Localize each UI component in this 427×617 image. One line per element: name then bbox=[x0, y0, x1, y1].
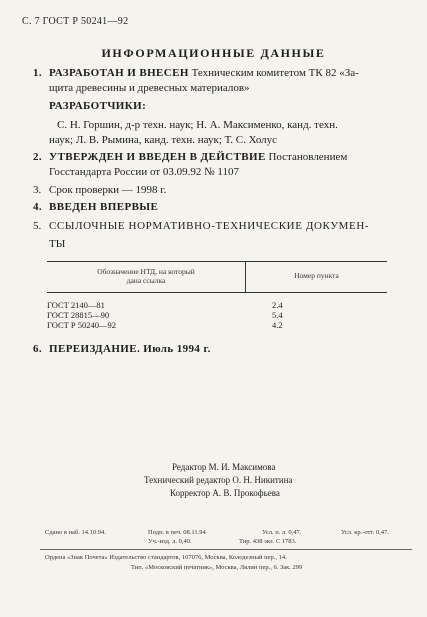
developers-line-1: С. Н. Горшин, д-р техн. наук; Н. А. Максименко, канд. техн. bbox=[57, 119, 338, 131]
item-3 bbox=[33, 183, 166, 198]
imprint-line-1b: Подп. в печ. 08.11.94 bbox=[148, 529, 206, 536]
imprint-line-2a: Уч.-изд. л. 0,40. bbox=[148, 538, 192, 545]
item-3-text: Срок проверки — 1998 г. bbox=[49, 184, 167, 196]
developers-heading: РАЗРАБОТЧИКИ: bbox=[49, 100, 147, 112]
table-row-1-doc: ГОСТ 2140—81 bbox=[47, 300, 105, 310]
imprint-line-1c: Усл. п. л. 0,47. bbox=[262, 529, 302, 536]
item-6-text: ПЕРЕИЗДАНИЕ. Июль 1994 г. bbox=[49, 343, 211, 355]
table-header-rule bbox=[47, 292, 387, 293]
imprint-line-4: Тип. «Московский печатник», Москва, Лялин пер., 6. Зак. 299 bbox=[131, 564, 303, 571]
item-6 bbox=[33, 342, 211, 357]
item-5-text-2: ТЫ bbox=[49, 238, 66, 250]
item-1-text-1: Техническим комитетом ТК 82 «За- bbox=[191, 67, 359, 79]
table-col2-header: Номер пункта bbox=[294, 271, 339, 280]
item-1-lead: РАЗРАБОТАН И ВНЕСЕН bbox=[49, 67, 189, 79]
item-2-lead: УТВЕРЖДЕН И ВВЕДЕН В ДЕЙСТВИЕ bbox=[49, 151, 266, 163]
item-2-text-1: Постановлением bbox=[268, 151, 348, 163]
item-2-text-2: Госстандарта России от 03.09.92 № 1107 bbox=[49, 166, 239, 178]
item-4 bbox=[33, 200, 158, 215]
table-row-3-clause: 4.2 bbox=[272, 320, 283, 330]
item-2 bbox=[33, 150, 347, 165]
item-4-number: 4. bbox=[33, 201, 43, 213]
table-top-rule bbox=[47, 261, 387, 262]
credit-corrector: Корректор А. В. Прокофьева bbox=[170, 488, 280, 498]
item-1-number: 1. bbox=[33, 67, 43, 79]
imprint-line-1d: Усл. кр.-отт. 0,47. bbox=[341, 529, 390, 536]
imprint-line-1a: Сдано в наб. 14.10.94. bbox=[45, 529, 106, 536]
page-header: С. 7 ГОСТ Р 50241—92 bbox=[22, 16, 129, 27]
imprint-line-3: Ордена «Знак Почета» Издательство стандартов, 107076, Москва, Колодезный пер., 14. bbox=[45, 554, 287, 561]
item-6-number: 6. bbox=[33, 343, 43, 355]
imprint-line-2b: Тир. 438 экз. С 1783. bbox=[239, 538, 297, 545]
item-5 bbox=[33, 219, 369, 234]
imprint-rule bbox=[40, 549, 412, 550]
item-4-text: ВВЕДЕН ВПЕРВЫЕ bbox=[49, 201, 159, 213]
table-row-2-doc: ГОСТ 28815—90 bbox=[47, 310, 110, 320]
credit-tech-editor: Технический редактор О. Н. Никитина bbox=[144, 475, 293, 485]
item-3-number: 3. bbox=[33, 184, 42, 196]
table-col1-header bbox=[47, 267, 245, 285]
item-1-text-2: щита древесины и древесных материалов» bbox=[49, 82, 250, 94]
item-2-number: 2. bbox=[33, 151, 43, 163]
item-5-text-1: ССЫЛОЧНЫЕ НОРМАТИВНО-ТЕХНИЧЕСКИЕ ДОКУМЕН- bbox=[49, 220, 370, 232]
item-5-number: 5. bbox=[33, 220, 42, 232]
item-1 bbox=[33, 66, 359, 81]
table-col1-header-line-1: Обозначение НТД, на который bbox=[97, 267, 195, 276]
table-row-1-clause: 2.4 bbox=[272, 300, 283, 310]
table-col1-header-line-2: дана ссылка bbox=[126, 276, 166, 285]
developers-line-2: наук; Л. В. Рымина, канд. техн. наук; Т. С. Холус bbox=[49, 134, 278, 146]
section-title: ИНФОРМАЦИОННЫЕ ДАННЫЕ bbox=[101, 46, 326, 60]
table-row-3-doc: ГОСТ Р 50240—92 bbox=[47, 320, 117, 330]
credit-editor: Редактор М. И. Максимова bbox=[172, 462, 276, 472]
table-row-2-clause: 5.4 bbox=[272, 310, 283, 320]
